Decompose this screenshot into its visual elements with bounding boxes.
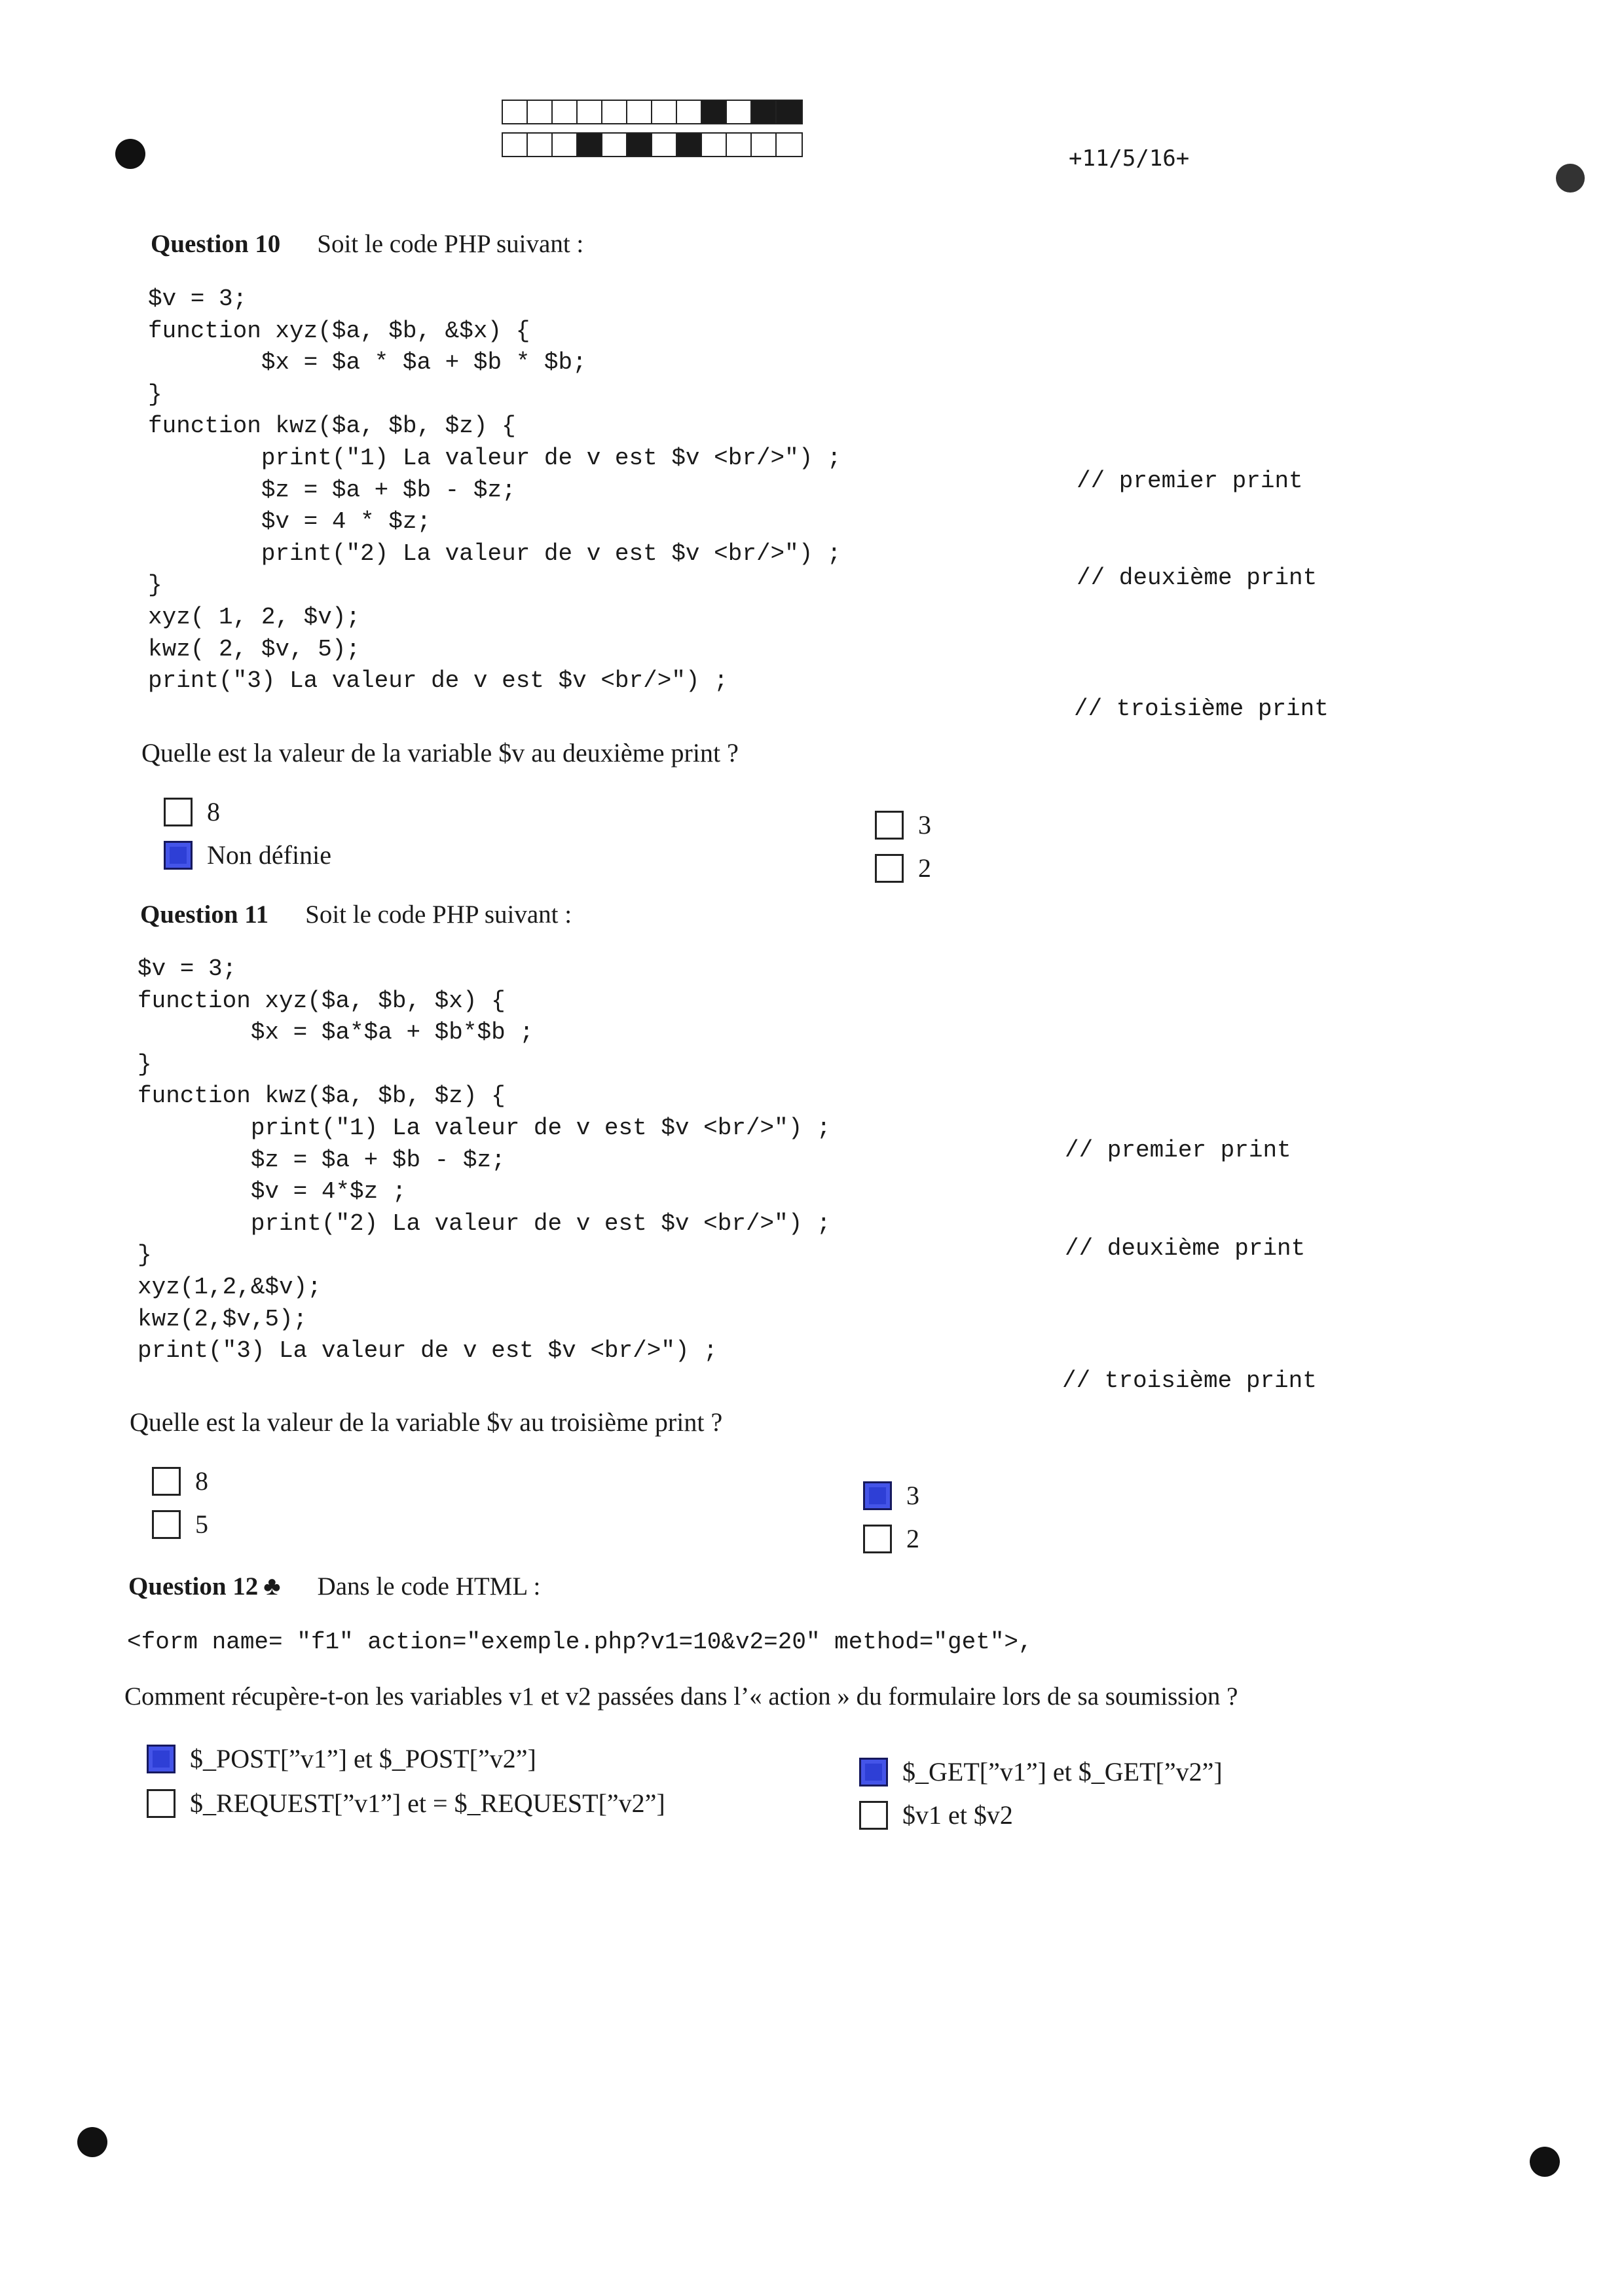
checkbox[interactable] <box>875 811 904 840</box>
barcode-cell <box>602 134 627 156</box>
question-11-title: Question 11 <box>140 900 269 929</box>
question-11-option-2[interactable] <box>863 1523 919 1554</box>
option-label: 8 <box>195 1466 208 1496</box>
question-11-option-8[interactable] <box>152 1466 208 1496</box>
barcode-cell <box>677 101 702 123</box>
barcode-cell <box>752 134 777 156</box>
question-11-comment-1: // premier print <box>1065 1137 1291 1164</box>
question-10-option-8[interactable] <box>164 796 220 827</box>
option-label: $_GET[”v1”] et $_GET[”v2”] <box>902 1757 1223 1787</box>
question-12-option-vars[interactable] <box>859 1800 1013 1830</box>
question-11-comment-2: // deuxième print <box>1065 1235 1306 1262</box>
barcode-cell <box>777 134 802 156</box>
barcode-cell <box>553 101 578 123</box>
question-10-title: Question 10 <box>151 230 281 258</box>
question-10-comment-3: // troisième print <box>1074 695 1329 722</box>
barcode-cell <box>727 101 752 123</box>
barcode-cell <box>627 134 652 156</box>
barcode-cell <box>528 134 553 156</box>
page-id: +11/5/16+ <box>1069 145 1190 172</box>
checkbox[interactable] <box>875 854 904 883</box>
question-10-code: $v = 3; function xyz($a, $b, &$x) { $x = $a * $a + $b * $b; } function kwz($a, $b, $z) { print("1) La valeur de v est $v <br/>") ; $z = $a + $b - $z; $v = 4 * $z; print("2) La valeur de v est $v <br/>") ; } xyz( 1, 2, $v); kwz( 2, $v, 5); print("3) La valeur de v est $v <br/>") ; <box>148 286 841 695</box>
barcode-cell <box>777 101 802 123</box>
question-10-option-non-definie[interactable] <box>164 840 331 870</box>
id-barcode-row-1 <box>502 100 803 124</box>
corner-mark-top-left <box>115 139 145 169</box>
barcode-cell <box>702 101 727 123</box>
question-12-option-get[interactable] <box>859 1756 1223 1787</box>
question-11-text: Soit le code PHP suivant : <box>305 900 572 929</box>
question-12-text: Dans le code HTML : <box>317 1572 541 1601</box>
question-10-prompt: Quelle est la valeur de la variable $v au deuxième print ? <box>141 738 739 768</box>
question-12-title: Question 12 <box>128 1572 259 1601</box>
question-10-comment-2: // deuxième print <box>1077 565 1318 591</box>
option-label: 2 <box>906 1524 919 1553</box>
question-12-code: <form name= "f1" action="exemple.php?v1=10&v2=20" method="get">, <box>127 1629 1033 1656</box>
checkbox[interactable] <box>152 1510 181 1539</box>
barcode-cell <box>677 134 702 156</box>
question-12-prompt: Comment récupère-t-on les variables v1 et v2 passées dans l’« action » du formulaire lors de sa soumission ? <box>124 1682 1238 1711</box>
checkbox[interactable] <box>147 1789 175 1818</box>
barcode-cell <box>528 101 553 123</box>
barcode-cell <box>578 101 602 123</box>
option-label: 5 <box>195 1509 208 1539</box>
option-label: $_REQUEST[”v1”] et = $_REQUEST[”v2”] <box>190 1788 665 1818</box>
question-11-header <box>140 900 572 929</box>
option-label: $_POST[”v1”] et $_POST[”v2”] <box>190 1744 536 1773</box>
corner-mark-bottom-right <box>1530 2147 1560 2177</box>
barcode-cell <box>602 101 627 123</box>
barcode-cell <box>652 101 677 123</box>
option-label: 8 <box>207 797 220 826</box>
id-barcode-row-2 <box>502 132 803 157</box>
checkbox[interactable] <box>164 841 193 870</box>
checkbox[interactable] <box>164 798 193 826</box>
question-11-option-5[interactable] <box>152 1509 208 1540</box>
question-11-prompt: Quelle est la valeur de la variable $v au troisième print ? <box>130 1407 723 1437</box>
question-11-comment-3: // troisième print <box>1062 1367 1317 1394</box>
barcode-cell <box>503 134 528 156</box>
question-12-header <box>128 1570 540 1601</box>
question-12-option-request[interactable] <box>147 1788 665 1819</box>
barcode-cell <box>702 134 727 156</box>
barcode-cell <box>553 134 578 156</box>
checkbox[interactable] <box>152 1467 181 1496</box>
club-icon: ♣ <box>263 1571 281 1601</box>
question-10-text: Soit le code PHP suivant : <box>317 230 584 258</box>
option-label: Non définie <box>207 840 331 870</box>
barcode-cell <box>627 101 652 123</box>
option-label: 3 <box>906 1481 919 1510</box>
checkbox[interactable] <box>859 1801 888 1830</box>
question-10-option-2[interactable] <box>875 853 931 883</box>
barcode-cell <box>752 101 777 123</box>
question-12-option-post[interactable] <box>147 1743 536 1774</box>
corner-mark-bottom-left <box>77 2127 107 2157</box>
checkbox[interactable] <box>863 1525 892 1553</box>
question-10-header <box>151 229 583 259</box>
question-11-option-3[interactable] <box>863 1480 919 1511</box>
option-label: $v1 et $v2 <box>902 1800 1013 1830</box>
question-11-code: $v = 3; function xyz($a, $b, $x) { $x = $a*$a + $b*$b ; } function kwz($a, $b, $z) { print("1) La valeur de v est $v <br/>") ; $z = $a + $b - $z; $v = 4*$z ; print("2) La valeur de v est $v <br/>") ; } xyz(1,2,&$v); kwz(2,$v,5); print("3) La valeur de v est $v <br/>") ; <box>138 955 831 1365</box>
barcode-cell <box>652 134 677 156</box>
question-10-option-3[interactable] <box>875 809 931 840</box>
barcode-cell <box>503 101 528 123</box>
question-10-comment-1: // premier print <box>1077 468 1303 494</box>
checkbox[interactable] <box>147 1745 175 1773</box>
option-label: 3 <box>918 810 931 840</box>
checkbox[interactable] <box>859 1758 888 1787</box>
barcode-cell <box>578 134 602 156</box>
checkbox[interactable] <box>863 1481 892 1510</box>
barcode-cell <box>727 134 752 156</box>
corner-mark-top-right <box>1556 164 1585 193</box>
option-label: 2 <box>918 853 931 883</box>
